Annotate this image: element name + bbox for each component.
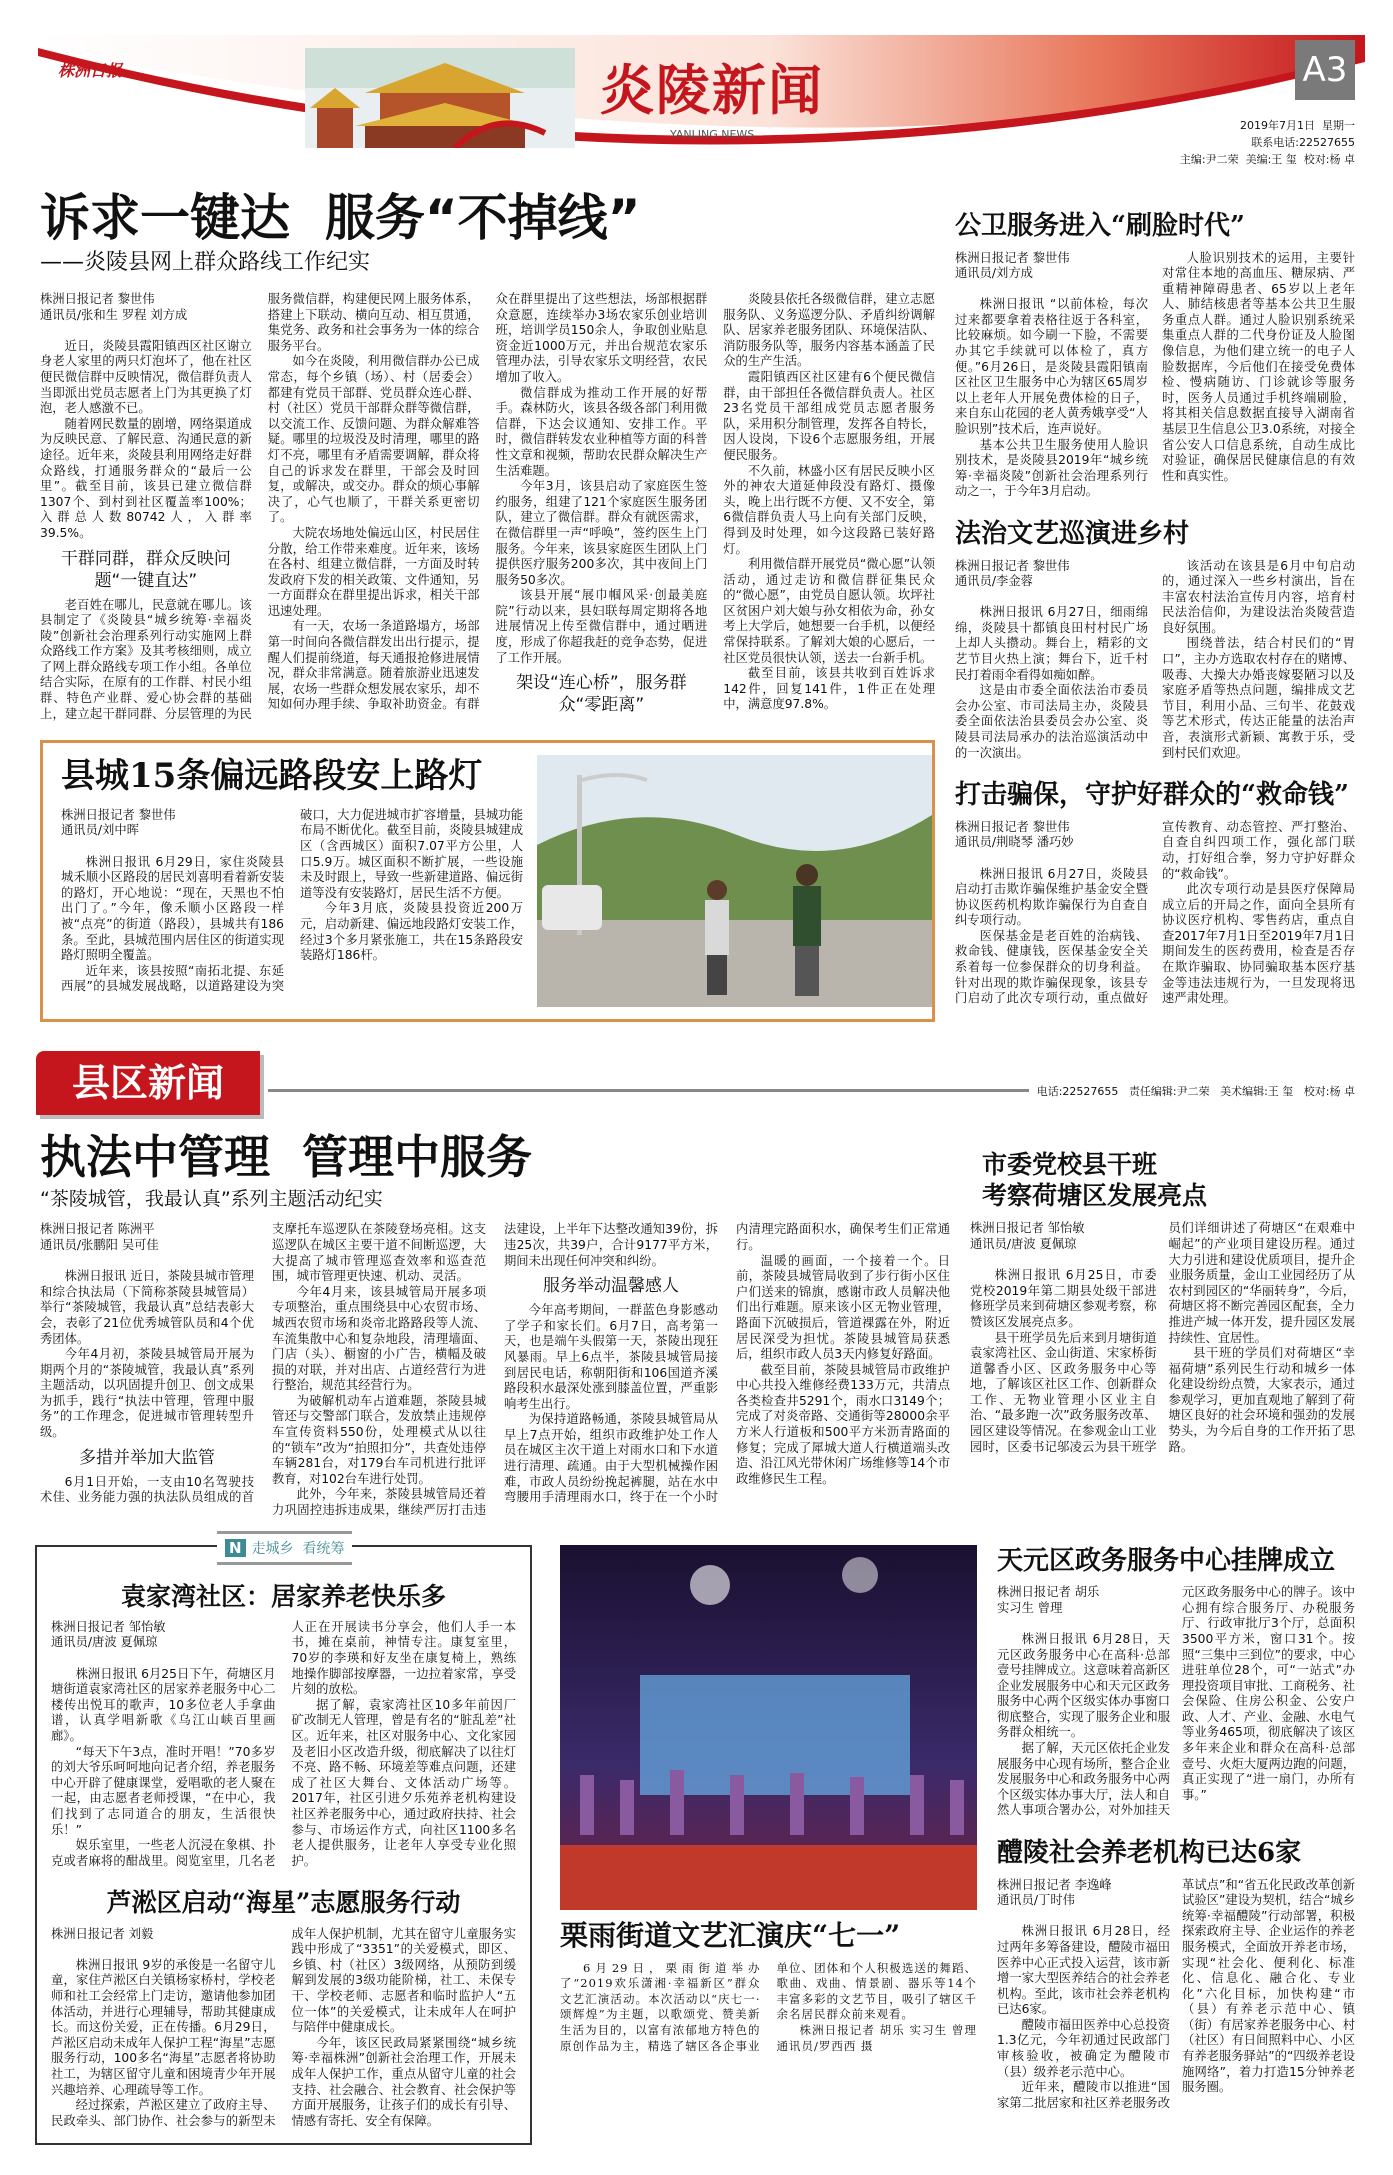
spacer: [970, 1253, 1157, 1269]
liling-headline: 醴陵社会养老机构已达6家: [997, 1838, 1302, 1869]
streetlights-headline: 县城15条偏远路段安上路灯: [61, 756, 483, 797]
byline: 实习生 曾理: [997, 1600, 1063, 1615]
paragraph: 大院农场地处偏远山区，村民居住分散，给工作带来难度。近年来，该场在各村、组建立微信群，一方面及时转发政府下发的相关政策、文件通知，另一方面群众在群里提出诉求，相关干部迅速处理。: [267, 525, 480, 618]
right-bottom-column: [997, 1545, 1355, 2130]
haixing-article: [51, 1887, 516, 2129]
subheading: 多措并举加大监管: [79, 1447, 215, 1468]
yuanjiawan-article: [51, 1581, 516, 1870]
spacer: [61, 839, 284, 855]
tianyuan-article: [997, 1545, 1355, 1819]
fazhi-headline: 法治文艺巡演进乡村: [955, 519, 1190, 549]
middle-row: [0, 1129, 1393, 1519]
lead-headline: 诉求一键达 服务“不掉线”: [40, 189, 641, 247]
paragraph: 株洲日报讯 6月27日，细雨绵绵，炎陵县十都镇良田村村民广场上却人头攒动。舞台上，精彩的文艺节目火热上演；舞台下，近千村民打着雨伞看得如痴如醉。: [955, 605, 1148, 682]
dajipianbao-headline: 打击骗保，守护好群众的“救命钱”: [955, 780, 1349, 811]
paragraph: 如今在炎陵，利用微信群办公已成常态，每个乡镇（场）、村（居委会）都建有党员干部群、党员群众连心群、村（社区）党员干部群众群等微信群，以交流工作、反馈问题、为群众解难答疑。哪里的垃圾没及时清理，哪里的路灯不亮，哪里有矛盾需要调解，群众将自己的诉求发在群里，干部会及时回复，或解决，或交办。群众的烦心事解决了，心气也顺了，干群关系更密切了。: [267, 354, 480, 525]
haixing-headline: 芦淞区启动“海星”志愿服务行动: [106, 1888, 461, 1918]
paragraph: 县干班学员先后来到月塘街道袁家湾社区、金山街道、宋家桥街道馨香小区、区政务服务中心等地，了解该区社区工作、创新群众工作、无物业管理小区业主自治、“最多跑一次”政务服务改革、园区建设等情况。在参观金山工业园时，区委书记邬凌云为县干班学员们详细讲述了荷塘区“在艰难中崛起”的产业项目建设历程。通过大力引进和建设优质项目，提升企业服务质量，金山工业园经历了从农村到园区的“华丽转身”，今后，荷塘区将不断完善园区配套，全力推进产城一体开发，提升园区发展持续性、宜居性。: [970, 1221, 1355, 1454]
paragraph: 株洲日报讯 “以前体检，每次过来都要拿着表格往返于各科室，比较麻烦。如今刷一下脸，不需要办其它手续就可以体检了，真方便。”6月26日，是炎陵县霞阳镇南区社区卫生服务中心为辖区65周岁以上老年人开展免费体检的日子，来自东山花园的老人黄秀娥享受“人脸识别”技术后，连声说好。: [955, 297, 1148, 437]
liling-article: [997, 1837, 1355, 2111]
paragraph: 县干班的学员们对荷塘区“幸福荷塘”系列民生行动和城乡一体化建设纷纷点赞，大家表示，通过参观学习，更加直观地了解到了荷塘区良好的社会环境和强劲的发展势头，为今后自身的工作开拓了思路。: [1168, 1346, 1355, 1454]
spacer: [51, 1942, 276, 1958]
page-number-badge: A3: [1295, 40, 1355, 100]
paragraph: 此次专项行动是县医疗保障局成立后的开局之作，面向全县所有协议医疗机构、零售药店，重点自查2017年7月1日至2019年7月1日期间发生的医药费用，检查是否存在欺诈骗取、协同骗取基本医疗基金等违法违规行为，一旦发现将迅速严肃处理。: [1162, 882, 1355, 1006]
paragraph: 株洲日报记者 胡乐 实习生 曾理 通讯员/罗西西 摄: [776, 2023, 977, 2053]
section-title-en: YANLING NEWS: [670, 128, 755, 141]
paragraph: “每天下午3点，准时开唱！”70多岁的刘大爷乐呵呵地向记者介绍，养老服务中心开辟了健康课堂，爱唱歌的老人聚在一起，由志愿者老师授课，“在中心，我们找到了志同道合的朋友，生活很快乐！”: [51, 1744, 276, 1837]
gongwei-headline: 公卫服务进入“刷脸时代”: [955, 211, 1245, 241]
paragraph: 今年3月底，炎陵县投资近200万元，启动新建、偏远地段路灯安装工作，经过3个多月紧张施工，共在15条路段安装路灯186杆。: [300, 901, 523, 963]
byline: 株洲日报记者 邹怡敏: [970, 1221, 1085, 1236]
feature-tag-label: 走城乡 看统筹: [251, 1540, 345, 1557]
paragraph: 近年来，醴陵市以推进“国家第二批居家和社区养老服务改革试点”和“省五化民政改革创新试验区”建设为契机，结合“城乡统筹·幸福醴陵”行动部署，积极探索政府主导、企业运作的养老服务模式，全面放开养老市场，实现“社会化、便利化、标准化、信息化、融合化、专业化”六化目标，加快构建“市（县）有养老示范中心、镇（街）有居家养老服务中心、村（社区）有日间照料中心、小区有养老服务驿站”的“四级养老设施网络”，着力打造15分钟养老服务圈。: [997, 1877, 1355, 2110]
paragraph: 温暖的画面，一个接着一个。日前，茶陵县城管局收到了步行街小区住户们送来的锦旗，感谢市政人员解决他们出行难题。原来该小区无物业管理，路面下沉破损后，管道裸露在外，附近居民深受为担忧。茶陵县城管局获悉后，组织市政人员3天内修复好路面。: [736, 1253, 950, 1362]
byline: 通讯员/丁时伟: [997, 1893, 1075, 1908]
paragraph: 该活动在该县是6月中旬启动的，通过深入一些乡村演出，旨在丰富农村法治宣传月内容，培育村民法治信仰，为建设法治炎陵营造良好氛围。: [1162, 558, 1355, 635]
byline: 株洲日报记者 胡乐: [997, 1585, 1100, 1600]
byline: 通讯员/张鹏阳 吴可佳: [40, 1237, 159, 1252]
paragraph: 截至目前，茶陵县城管局市政维护中心共投入维修经费133万元，共清点各类检查井5291个，雨水口3149个；完成了对炎帝路、交通街等28000余平方米人行道板和500平方米沥青路面的修复；完成了犀城大道人行横道端头改造、沿江风光带休闲广场维修等14个市政维修民生工程。: [736, 1362, 950, 1486]
spacer: [955, 590, 1148, 606]
byline: 通讯员/刘中晖: [61, 823, 139, 838]
paragraph: 围绕普法，结合村民们的“胃口”，主办方选取农村存在的赌博、吸毒、大操大办婚丧嫁娶陋习以及家庭矛盾等热点问题，编排成文艺节目，利用小品、三句半、花鼓戏等艺术形式，传达正能量的法治声音，表演形式新颖、寓教于乐，受到村民们欢迎。: [1162, 636, 1355, 760]
chengguan-body: [40, 1222, 950, 1518]
paragraph: 霞阳镇西区社区建有6个便民微信群，由干部担任各微信群负责人。社区23名党员干部组成党员志愿者服务队，采用积分制管理，发挥各自特长，因人设岗，下设6个志愿服务组，开展便民服务。: [723, 369, 935, 462]
paragraph: 今年高考期间，一群蓝色身影感动了学子和家长们。6月7日，高考第一天，也是端午头假第一天，茶陵出现狂风暴雨。早上6点半，茶陵县城管局接到居民电话，称朝阳街和106国道齐溪路段积水最深处涨到膝盖位置，严重影响考生出行。: [504, 1303, 718, 1411]
editors-credit: 主编:尹二荣 美编:王 玺 校对:杨 卓: [1179, 153, 1355, 166]
liling-body: [997, 1878, 1355, 2112]
paragraph: 人脸识别技术的运用，主要针对常住本地的高血压、糖尿病、严重精神障碍患者、65岁以上老年人、肺结核患者等基本公共卫生服务重点人群。通过人脸识别系统采集重点人群的二代身份证及人脸图像信息，为他们建立统一的电子人脸数据库，今后他们在接受免费体检、慢病随访、门诊就诊等服务时，医务人员通过手机终端刷脸，将其相关信息数据直接导入湖南省基层卫生信息公卫3.0系统，对接全省公安人口信息系统，自动生成比对验证，确保居民健康信息的有效性和真实性。: [1162, 250, 1355, 483]
lead-subtitle: ——炎陵县网上群众路线工作纪实: [40, 250, 371, 275]
paragraph: 有一天，农场一条道路塌方，场部第一时间向各微信群发出出行提示，提醒人们提前绕道，每天通报抢修进展情况，群众非常满意。随着旅游业迅速发展，农场一些群众想发展农家乐，却不知如何办理手续、争取补助资金。有群众在群里提出了这些想法，场部根据群众意愿，连续举办3场农家乐创业培训班，培训学员150余人，争取创业贴息资金近1000万元，并出台规范农家乐管理办法，引导农家乐文明经营，农民增加了收入。: [267, 292, 708, 712]
paragraph: 炎陵县依托各级微信群，建立志愿服务队、义务巡逻分队、矛盾纠纷调解队、居家养老服务团队、环境保洁队、消防服务队等，服务内容基本涵盖了民众的生产生活。: [723, 292, 935, 369]
paper-logo: 株洲日报: [58, 61, 123, 80]
spacer: [51, 1651, 276, 1667]
liyu-article: [552, 1545, 977, 2055]
byline: 通讯员/唐波 夏佩琼: [970, 1236, 1077, 1251]
paragraph: 不久前，林盛小区有居民反映小区外的神农大道延伸段没有路灯、摄像头，晚上出行既不方便、又不安全，第6微信群负责人马上向有关部门反映，得到及时处理，如今这段路已装好路灯。: [723, 463, 935, 556]
paragraph: 6月1日开始，一支由10名驾驶技术佳、业务能力强的执法队员组成的首支摩托车巡逻队在茶陵登场亮相。这支巡逻队在城区主要干道不间断巡逻，大大提高了城市管理巡查效率和巡查范围，城市管理更快速、机动、灵活。: [40, 1222, 486, 1505]
dangxiao-headline-line1: 市委党校县干班: [982, 1149, 1158, 1179]
issue-date: 2019年7月1日 星期一: [1240, 119, 1355, 132]
spacer: [955, 851, 1148, 867]
fazhi-article: [955, 518, 1355, 761]
byline: 通讯员/唐波 夏佩琼: [51, 1635, 158, 1650]
paragraph: 近日，炎陵县霞阳镇西区社区谢立身老人家里的两只灯泡坏了，他在社区便民微信群中反映情况，微信群负责人当即派出党员志愿者上门为其更换了灯泡，老人感激不已。: [40, 338, 252, 416]
gongwei-article: [955, 210, 1355, 500]
paragraph: 株洲日报讯 6月29日，家住炎陵县城禾顺小区路段的居民刘喜明看着新安装的路灯，开心地说：“现在，天黑也不怕出门了。”今年，像禾顺小区路段一样被“点亮”的街道（路段），县城共有186条。至此，县城范围内居住区的街道实现路灯照明全覆盖。: [61, 854, 284, 963]
paragraph: 6月29日，栗雨街道举办了“2019欢乐潇湘·幸福新区”群众文艺汇演活动。本次活动以“庆七一·颂辉煌”为主题，以歌颂党、赞美新生活为目的，以富有浓郁地方特色的原创作品为主，精选了辖区各企事业单位、团体和个人积极选送的舞蹈、歌曲、戏曲、情景剧、器乐等14个丰富多彩的文艺节目，吸引了辖区千余名居民群众前来观看。: [560, 1960, 977, 2053]
byline: 株洲日报记者 黎世伟: [955, 250, 1070, 265]
feature-tag-letter: N: [225, 1539, 246, 1557]
bottom-row: [0, 1538, 1393, 2175]
streetlights-body: [61, 808, 523, 995]
byline: 通讯员/荆晓琴 潘巧妙: [955, 835, 1074, 850]
section-bar: [0, 1051, 1393, 1115]
feature-box: [35, 1538, 532, 2146]
paragraph: 据了解，袁家湾社区10多年前因厂矿改制无人管理，曾是有名的“脏乱差”社区。近年来，社区对服务中心、文化家园及老旧小区改造升级，彻底解决了以往灯不亮、路不畅、环境差等难点问题，还建成了社区大舞台、文体活动广场等。2017年，社区引进夕乐苑养老机构建设社区养老服务中心，通过政府扶持、社会参与、市场运作方式，向社区1100多名老人提供服务，让老年人享受专业化照护。: [291, 1697, 516, 1868]
paragraph: 微信群成为推动工作开展的好帮手。森林防火，该县各级各部门利用微信群，下达会议通知、安排工作。平时，微信群转发农业种植等方面的科普性文章和视频，帮助农民群众解决生产生活难题。: [495, 385, 708, 478]
paragraph: 株洲日报讯 6月27日，炎陵县启动打击欺诈骗保维护基金安全暨协议医药机构欺诈骗保行为自查自纠专项行动。: [955, 866, 1148, 928]
dajipianbao-article: [955, 779, 1355, 1007]
byline: 株洲日报记者 刘毅: [51, 1926, 154, 1941]
temple-photo: [305, 48, 575, 148]
paragraph: 利用微信群开展党员“微心愿”认领活动，通过走访和微信群征集民众的“微心愿”，由党员自愿认领。坎坪社区贫困户刘大娘与孙女相依为命，孙女考上大学后，她想要一台手机，以便经常保持联系。了解刘大娘的心愿后，一社区党员很快认领，送去一台新手机。: [723, 557, 935, 665]
spacer: [40, 1254, 254, 1270]
feature-tag: [217, 1531, 352, 1565]
paragraph: 老百姓在哪儿，民意就在哪儿。该县制定了《炎陵县“城乡统筹·幸福炎陵”创新社会治理系列行动实施网上群众路线工作方案》及其考核细则，成立了网上群众路线专项工作小组。各单位结合实际，在原有的工作群、村民小组群、特色产业群、爱心协会群的基础上，建立起干群同群、分层管理的为民服务微信群，构建便民网上服务体系，搭建上下联动、横向互动、相互贯通，集党务、政务和社会事务为一体的综合服务平台。: [40, 292, 480, 721]
section-info: 电话:22527655 责任编辑:尹二荣 美术编辑:王 玺 校对:杨 卓: [1036, 1084, 1355, 1098]
paragraph: 株洲日报讯 6月25日下午，荷塘区月塘街道袁家湾社区的居家养老服务中心二楼传出悦耳的歌声，10多位老人手拿曲谱，认真学唱新歌《乌江山峡百里画廊》。: [51, 1666, 276, 1744]
dangxiao-headline-line2: 考察荷塘区发展亮点: [982, 1181, 1208, 1211]
dangxiao-article: [970, 1129, 1355, 1455]
byline: 株洲日报记者 李逸峰: [997, 1877, 1112, 1892]
dajipianbao-body: [955, 820, 1355, 1007]
paragraph: 今年4月初，茶陵县城管局开展为期两个月的“茶陵城管，我最认真”系列主题活动，以巩固提升创卫、创文成果为抓手，践行“执法中管理，管理中服务”的工作理念，促进城市管理转型升级。: [40, 1347, 254, 1440]
paragraph: 随着网民数量的剧增，网络渠道成为反映民意、了解民意、沟通民意的新途径。近年来，炎陵县利用网络走好群众路线，打通服务群众的“最后一公里”。截至目前，该县已建立微信群1307个、到村到社区覆盖率100%；入群总人数80742人，入群率39.5%。: [40, 416, 252, 540]
paragraph: 今年4月来，该县城管局开展多项专项整治，重点围绕县中心农贸市场、城西农贸市场和炎帝北路路段等人流、车流集散中心和复杂地段，清理墙面、门店（头）、橱窗的小广告，横幅及破损的对联，并对出店、占道经营行为进行整治，规范其经营行为。: [272, 1284, 486, 1393]
byline: 株洲日报记者 陈洲平: [40, 1222, 155, 1237]
section-rule: [268, 1089, 1029, 1092]
paragraph: 今年，该区民政局紧紧围绕“城乡统筹·幸福株洲”创新社会治理工作，开展未成年人保护工作，重点从留守儿童的社会支持、社会融合、社会教育、社会保护等方面开展服务，让孩子们的成长有引导、情感有寄托、安全有保障。: [291, 2035, 516, 2128]
spacer: [997, 1616, 1170, 1632]
liyu-body: [560, 1961, 977, 2055]
byline: 株洲日报记者 黎世伟: [955, 558, 1070, 573]
yuanjiawan-headline: 袁家湾社区：居家养老快乐多: [120, 1581, 446, 1611]
liyu-headline: 栗雨街道文艺汇演庆“七一”: [560, 1918, 901, 1952]
paragraph: 娱乐室里，一些老人沉浸在象棋、扑克或者麻将的酣战里。阅览室里，几名老人正在开展读书分享会，他们人手一本书，摊在桌前，神情专注。康复室里，70岁的李瑛和好友坐在康复椅上，熟练地操作脚部按摩器，一边拉着家常，享受片刻的放松。: [51, 1619, 516, 1868]
paragraph: 医保基金是老百姓的治病钱、救命钱、健康钱，医保基金安全关系着每一位参保群众的切身利益。针对出现的欺诈骗保现象，该县专门启动了此次专项行动，重点做好宣传教育、动态管控、严打整治、自查自纠四项工作，强化部门联动，打好组合拳，努力守护好群众的“救命钱”。: [955, 819, 1355, 1006]
paragraph: 株洲日报讯 近日，茶陵县城市管理和综合执法局（下简称茶陵县城管局）举行“茶陵城管，我最认真”总结表彰大会，表彰了21位优秀城管队员和4个优秀团体。: [40, 1269, 254, 1346]
chengguan-article: [40, 1129, 950, 1519]
paragraph: 近年来，该县按照“南拓北提、东延西展”的县城发展战略，以道路建设为突破口，大力促进城市扩容增量，县城功能布局不断优化。截至目前，炎陵县城建成区（含西城区）面积7.07平方公里，人口5.9万。城区面积不断扩展，一些设施未及时跟上，导致一些新建道路、偏远街道等没有安装路灯，居民生活不方便。: [61, 807, 523, 994]
paragraph: 截至目前，该县共收到百姓诉求142件，回复141件，1件正在处理中，满意度97.8%。: [723, 666, 935, 712]
streetlight-photo: [537, 755, 932, 1007]
paragraph: 株洲日报讯 6月28日，经过两年多筹备建设，醴陵市福田医养中心正式投入运营，该市新增一家大型医养结合的社会养老机构。至此，该市社会养老机构已达6家。: [997, 1924, 1170, 2017]
byline: 株洲日报记者 黎世伟: [955, 819, 1070, 834]
spacer: [40, 323, 252, 339]
stage-performance-photo: [560, 1545, 977, 1910]
top-row: [0, 188, 1393, 1025]
tianyuan-body: [997, 1585, 1355, 1819]
paragraph: 株洲日报讯 9岁的承俊是一名留守儿童，家住芦淞区白关镇杨家桥村，学校老师和社工会经常上门走访，邀请他参加团体活动，并进行心理辅导，帮助其健康成长。而这份关爱，正在传播。6月29日，芦淞区启动未成年人保护工程“海星”志愿服务行动，100多名“海星”志愿者将协助社工，为辖区留守儿童和困境青少年开展兴趣培养、心理疏导等工作。: [51, 1957, 276, 2097]
lead-column: [40, 188, 935, 1022]
paragraph: 据了解，天元区依托企业发展服务中心现有场所，整合企业发展服务中心和政务服务中心两个区级实体办事大厅，法人和自然人事项合署办公，对外加挂天元区政务服务中心的牌子。该中心拥有综合服务厅、办税服务厅、行政审批厅3个厅，总面积3500平方米，窗口31个。按照“三集中三到位”的要求，中心进驻单位28个，可“一站式”办理投资项目审批、工商税务、社会保险、住房公积金、公安户政、人才、产业、金融、水电气等业务465项，彻底解决了该区多年来企业和群众在高科·总部壹号、火炬大厦两边跑的问题，真正实现了“进一扇门，办所有事。”: [997, 1585, 1355, 1818]
paragraph: 为破解机动车占道难题，茶陵县城管还与交警部门联合，发放禁止违规停车宣传资料550份，处理模式从以往的“锁车”改为“拍照扣分”，共查处违停车辆281台，对179台车司机进行批评教育，对102台车进行处罚。: [272, 1393, 486, 1486]
fazhi-body: [955, 559, 1355, 762]
paragraph: 株洲日报讯 6月28日，天元区政务服务中心在高科·总部壹号挂牌成立。这意味着高新区企业发展服务中心和天元区政务服务中心两个区级实体办事窗口彻底整合，实现了服务企业和服务群众相统一。: [997, 1631, 1170, 1740]
paragraph: 该县开展“展巾帼风采·创最美庭院”行动以来，县妇联每周定期将各地进展情况上传至微信群中，通过晒进度，形成了你超我赶的竞争态势，促进了工作开展。: [495, 588, 708, 665]
right-column: [955, 188, 1355, 1025]
masthead: [0, 0, 1393, 180]
lead-article-body: [40, 292, 935, 722]
section-label: 县区新闻: [36, 1051, 260, 1115]
chengguan-headline: 执法中管理 管理中服务: [40, 1129, 533, 1184]
haixing-body: [51, 1927, 516, 2130]
paragraph: 为保持道路畅通，茶陵县城管局从早上7点开始，组织市政维护处工作人员在城区主次干道上对雨水口和下水道进行清理、疏通。由于大型机械操作困难，市政人员纷纷挽起裤腿，站在水中弯腰用手清理雨水口，终于在一个小时内清理完路面积水，确保考生们正常通行。: [504, 1222, 950, 1505]
byline: 通讯员/张和生 罗程 刘方成: [40, 307, 188, 322]
subheading: 干群同群，群众反映问题“一键直达”: [60, 548, 231, 591]
subheading: 服务举动温馨感人: [543, 1276, 679, 1297]
byline: 株洲日报记者 黎世伟: [40, 292, 155, 306]
byline: 株洲日报记者 黎世伟: [61, 807, 176, 822]
streetlights-article: [61, 755, 523, 995]
paragraph: 这是由市委全面依法治市委员会办公室、市司法局主办，炎陵县委全面依法治县委员会办公室、炎陵县司法局承办的法治巡演活动中的一次演出。: [955, 683, 1148, 760]
gongwei-body: [955, 251, 1355, 501]
byline: 通讯员/李金蓉: [955, 574, 1033, 589]
yuanjiawan-body: [51, 1620, 516, 1870]
dangxiao-body: [970, 1221, 1355, 1455]
contact-phone: 联系电话:22527655: [1251, 136, 1355, 149]
paragraph: 基本公共卫生服务使用人脸识别技术，是炎陵县2019年“城乡统筹·幸福炎陵”创新社会治理系列行动之一，于今年3月启动。: [955, 437, 1148, 499]
paragraph: 醴陵市福田医养中心总投资1.3亿元，今年初通过民政部门审核验收，被确定为醴陵市（县）级养老示范中心。: [997, 2017, 1170, 2079]
spacer: [997, 1909, 1170, 1925]
tianyuan-headline: 天元区政务服务中心挂牌成立: [997, 1545, 1336, 1576]
section-title: 炎陵新闻: [600, 59, 824, 122]
streetlights-box: [40, 740, 935, 1022]
paragraph: 此外，今年来，茶陵县城管局还着力巩固控违拆违成果，继续严厉打击违法建设，上半年下达整改通知39份，拆违25次，共39户，合计9177平方米，期间未出现任何冲突和纠纷。: [272, 1222, 718, 1518]
paragraph: 今年3月，该县启动了家庭医生签约服务，组建了121个家庭医生服务团队，建立了微信群。群众有就医需求，在微信群里一声“呼唤”，签约医生上门服务。今年来，该县家庭医生团队上门提供医疗服务200多次，其中夜间上门服务50多次。: [495, 479, 708, 587]
byline: 株洲日报记者 邹怡敏: [51, 1619, 166, 1634]
spacer: [955, 282, 1148, 298]
subheading: 架设“连心桥”，服务群众“零距离”: [516, 673, 687, 716]
paragraph: 株洲日报讯 6月25日，市委党校2019年第二期县处级干部进修班学员来到荷塘区参观考察，称赞该区发展亮点多。: [970, 1268, 1157, 1329]
chengguan-subtitle: “茶陵城管，我最认真”系列主题活动纪实: [40, 1188, 383, 1211]
byline: 通讯员/刘方成: [955, 266, 1033, 281]
paragraph: 经过探索，芦淞区建立了政府主导、民政牵头、部门协作、社会参与的新型未成年人保护机制，尤其在留守儿童服务实践中形成了“3351”的关爱模式，即区、乡镇、村（社区）3级网络，从预防到缓解到发展的3级功能阶梯，社工、未保专干、学校老师、志愿者和临时监护人“五位一体”的关爱模式，让未成年人在呵护与陪伴中健康成长。: [51, 1926, 516, 2128]
